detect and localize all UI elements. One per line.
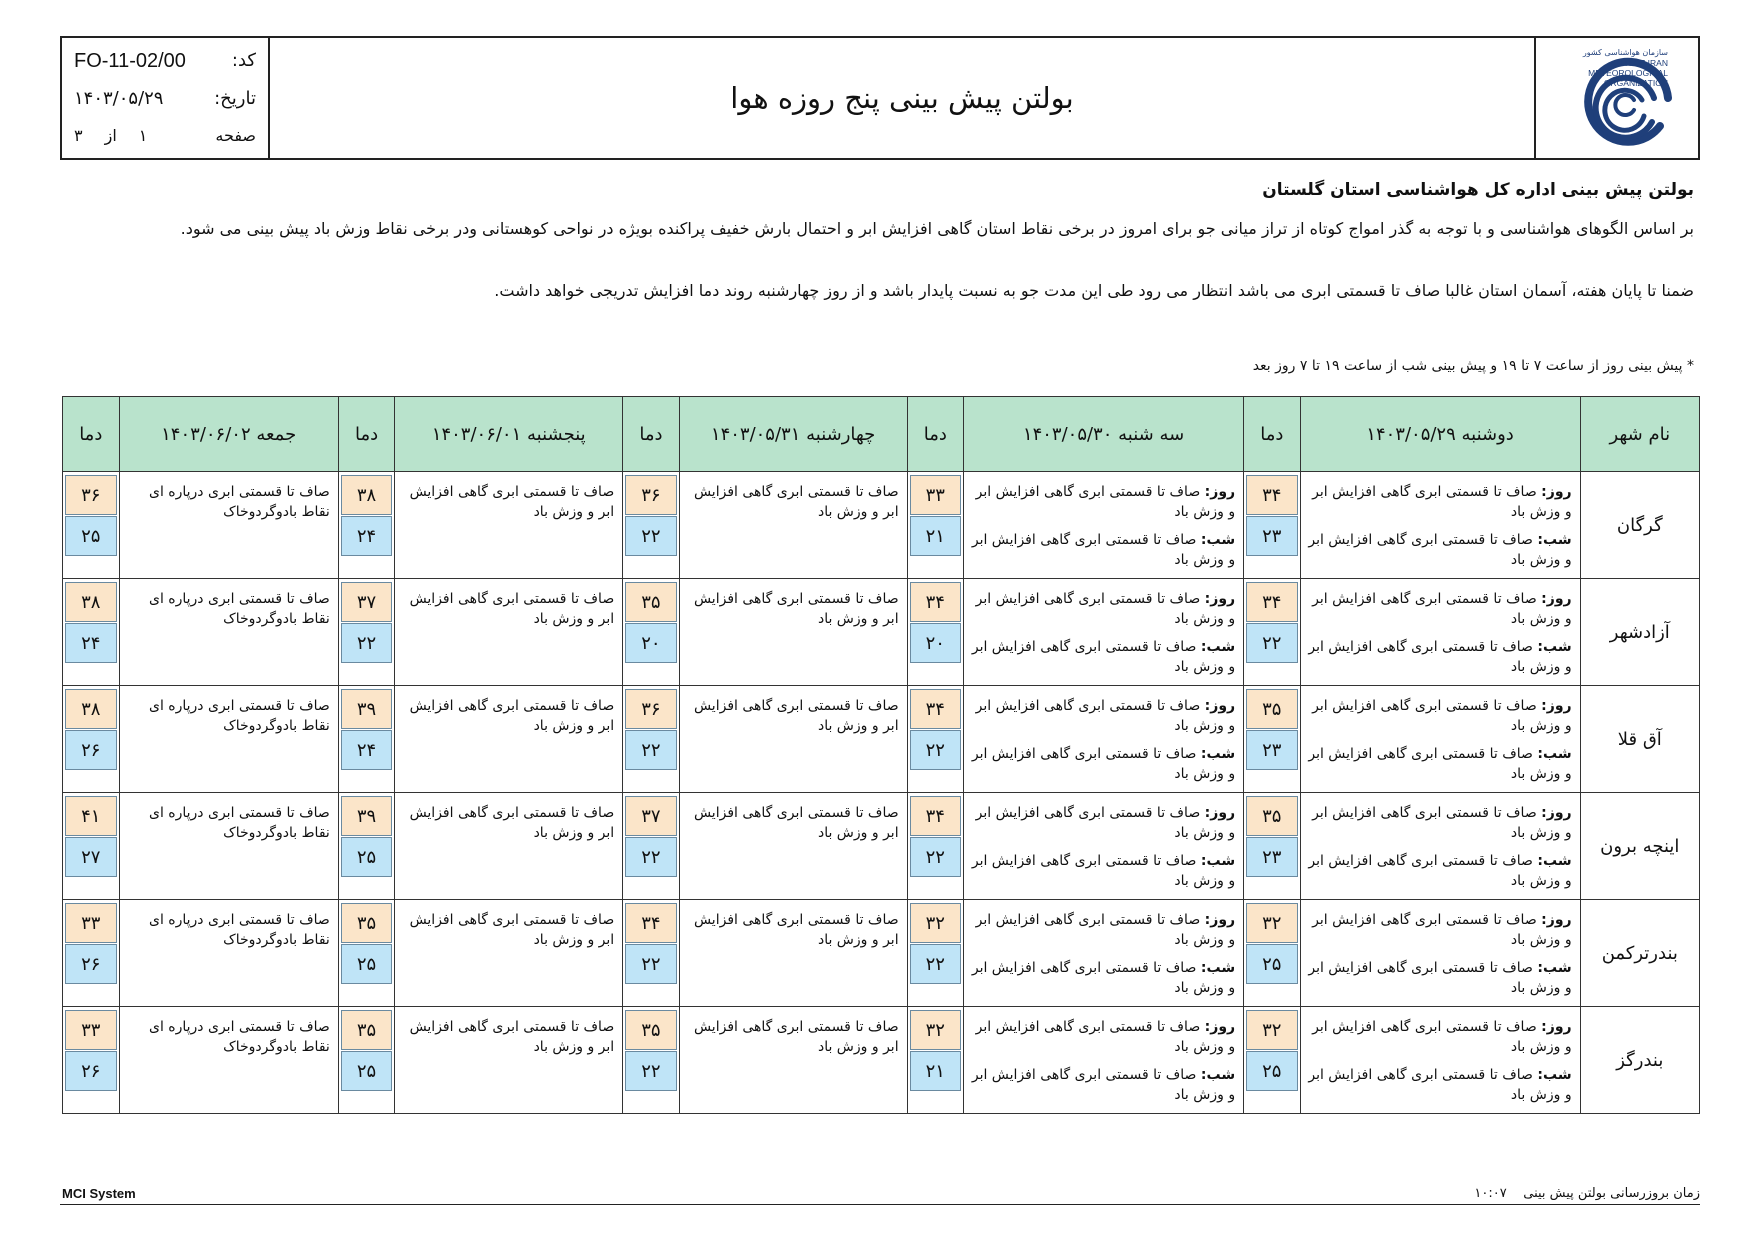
forecast-text: صاف تا قسمتی ابری گاهی افزایش ابر و وزش باد bbox=[409, 698, 615, 734]
temp-cell bbox=[623, 900, 679, 1007]
page-total: ۳ bbox=[74, 126, 83, 145]
temp-cell bbox=[907, 579, 963, 686]
forecast-cell bbox=[1300, 472, 1580, 579]
forecast-text: صاف تا قسمتی ابری درپاره ای نقاط بادوگردوخاک bbox=[148, 805, 330, 841]
night-forecast: صاف تا قسمتی ابری گاهی افزایش ابر و وزش باد bbox=[971, 746, 1236, 782]
day-forecast: صاف تا قسمتی ابری گاهی افزایش ابر و وزش باد bbox=[1312, 484, 1572, 520]
max-temp: ۳۵ bbox=[625, 1010, 676, 1050]
forecast-cell bbox=[679, 793, 907, 900]
logo-text-en3: ORGANIZATION bbox=[1603, 78, 1668, 88]
day-forecast: صاف تا قسمتی ابری گاهی افزایش ابر و وزش باد bbox=[975, 1019, 1236, 1055]
min-temp: ۲۲ bbox=[625, 516, 676, 556]
day-label: روز: bbox=[1204, 1019, 1236, 1035]
max-temp: ۳۴ bbox=[1246, 582, 1297, 622]
temp-cell bbox=[338, 579, 394, 686]
forecast-cell bbox=[964, 900, 1244, 1007]
max-temp: ۳۸ bbox=[65, 689, 117, 729]
logo-text-fa: سازمان هواشناسی کشور bbox=[1582, 48, 1668, 57]
temp-header: دما bbox=[907, 397, 963, 472]
forecast-cell bbox=[119, 472, 338, 579]
forecast-cell bbox=[395, 472, 623, 579]
temp-cell bbox=[907, 472, 963, 579]
city-header: نام شهر bbox=[1580, 397, 1699, 472]
intro-paragraph-2: ضمنا تا پایان هفته، آسمان استان غالبا صاف تا قسمتی ابری می باشد انتظار می رود طی این مدت جو به نسبت پایدار باشد و از روز چهارشنبه روند دما افزایش تدریجی خواهد داشت. bbox=[494, 281, 1694, 300]
page-number: ۱ bbox=[138, 126, 148, 145]
code-label: کد: bbox=[231, 50, 256, 71]
temp-cell bbox=[623, 472, 679, 579]
update-label: زمان بروزرسانی بولتن پیش بینی bbox=[1523, 1186, 1700, 1201]
day-header-1: دوشنبه ۱۴۰۳/۰۵/۲۹ bbox=[1300, 397, 1580, 472]
day-forecast: صاف تا قسمتی ابری گاهی افزایش ابر و وزش باد bbox=[975, 484, 1236, 520]
table-row bbox=[63, 1007, 1700, 1114]
temp-cell bbox=[63, 472, 120, 579]
table-row bbox=[63, 579, 1700, 686]
max-temp: ۳۳ bbox=[65, 903, 117, 943]
night-label: شب: bbox=[1537, 1067, 1572, 1083]
max-temp: ۳۷ bbox=[341, 582, 392, 622]
forecast-cell bbox=[119, 579, 338, 686]
day-label: روز: bbox=[1541, 912, 1572, 928]
forecast-text: صاف تا قسمتی ابری گاهی افزایش ابر و وزش باد bbox=[409, 484, 615, 520]
day-label: روز: bbox=[1541, 484, 1572, 500]
city-name: اینچه برون bbox=[1580, 793, 1699, 900]
forecast-text: صاف تا قسمتی ابری درپاره ای نقاط بادوگردوخاک bbox=[148, 484, 330, 520]
forecast-text: صاف تا قسمتی ابری گاهی افزایش ابر و وزش باد bbox=[693, 1019, 899, 1055]
forecast-cell bbox=[679, 579, 907, 686]
min-temp: ۲۰ bbox=[625, 623, 676, 663]
temp-cell bbox=[623, 686, 679, 793]
temp-cell bbox=[338, 900, 394, 1007]
temp-cell bbox=[63, 579, 120, 686]
night-label: شب: bbox=[1537, 746, 1572, 762]
document-info bbox=[62, 38, 270, 158]
day-forecast: صاف تا قسمتی ابری گاهی افزایش ابر و وزش باد bbox=[975, 805, 1236, 841]
forecast-cell bbox=[964, 579, 1244, 686]
day-forecast: صاف تا قسمتی ابری گاهی افزایش ابر و وزش باد bbox=[1312, 591, 1572, 627]
temp-cell bbox=[1244, 686, 1300, 793]
footer bbox=[60, 1184, 1700, 1205]
min-temp: ۲۱ bbox=[910, 1051, 961, 1091]
temp-cell bbox=[623, 793, 679, 900]
temp-cell bbox=[338, 686, 394, 793]
forecast-cell bbox=[964, 793, 1244, 900]
max-temp: ۳۸ bbox=[65, 582, 117, 622]
forecast-text: صاف تا قسمتی ابری گاهی افزایش ابر و وزش باد bbox=[693, 484, 899, 520]
forecast-text: صاف تا قسمتی ابری درپاره ای نقاط بادوگردوخاک bbox=[148, 591, 330, 627]
night-forecast: صاف تا قسمتی ابری گاهی افزایش ابر و وزش باد bbox=[1308, 639, 1572, 675]
forecast-cell bbox=[119, 686, 338, 793]
day-label: روز: bbox=[1204, 698, 1236, 714]
night-label: شب: bbox=[1200, 746, 1236, 762]
max-temp: ۴۱ bbox=[65, 796, 117, 836]
system-name: MCI System bbox=[62, 1186, 136, 1201]
table-row bbox=[63, 472, 1700, 579]
night-label: شب: bbox=[1200, 853, 1236, 869]
forecast-text: صاف تا قسمتی ابری گاهی افزایش ابر و وزش باد bbox=[409, 912, 615, 948]
temp-cell bbox=[338, 1007, 394, 1114]
forecast-cell bbox=[119, 1007, 338, 1114]
temp-cell bbox=[623, 579, 679, 686]
min-temp: ۲۲ bbox=[625, 1051, 676, 1091]
bulletin-title: بولتن پیش بینی پنج روزه هوا bbox=[730, 81, 1074, 115]
day-label: روز: bbox=[1204, 484, 1236, 500]
max-temp: ۳۵ bbox=[1246, 796, 1297, 836]
forecast-time-note: * پیش بینی روز از ساعت ۷ تا ۱۹ و پیش بینی شب از ساعت ۱۹ تا ۷ روز بعد bbox=[1252, 358, 1694, 374]
temp-header: دما bbox=[1244, 397, 1300, 472]
min-temp: ۲۶ bbox=[65, 1051, 117, 1091]
temp-header: دما bbox=[338, 397, 394, 472]
temp-cell bbox=[623, 1007, 679, 1114]
night-forecast: صاف تا قسمتی ابری گاهی افزایش ابر و وزش باد bbox=[1308, 532, 1572, 568]
day-forecast: صاف تا قسمتی ابری گاهی افزایش ابر و وزش باد bbox=[1312, 1019, 1572, 1055]
temp-header: دما bbox=[63, 397, 120, 472]
day-label: روز: bbox=[1541, 1019, 1572, 1035]
logo-text-en2: METEOROLOGICAL bbox=[1588, 68, 1668, 78]
max-temp: ۳۵ bbox=[341, 1010, 392, 1050]
forecast-text: صاف تا قسمتی ابری گاهی افزایش ابر و وزش باد bbox=[693, 912, 899, 948]
forecast-text: صاف تا قسمتی ابری درپاره ای نقاط بادوگردوخاک bbox=[148, 912, 330, 948]
min-temp: ۲۵ bbox=[341, 837, 392, 877]
night-label: شب: bbox=[1537, 639, 1572, 655]
night-label: شب: bbox=[1537, 960, 1572, 976]
forecast-cell bbox=[395, 1007, 623, 1114]
night-label: شب: bbox=[1200, 532, 1236, 548]
night-label: شب: bbox=[1200, 960, 1236, 976]
forecast-cell bbox=[395, 686, 623, 793]
forecast-cell bbox=[1300, 579, 1580, 686]
table-row bbox=[63, 900, 1700, 1007]
forecast-cell bbox=[964, 686, 1244, 793]
night-label: شب: bbox=[1200, 639, 1236, 655]
max-temp: ۳۷ bbox=[625, 796, 676, 836]
max-temp: ۳۲ bbox=[1246, 903, 1297, 943]
max-temp: ۳۶ bbox=[65, 475, 117, 515]
table-header-row bbox=[63, 397, 1700, 472]
forecast-cell bbox=[119, 793, 338, 900]
max-temp: ۳۴ bbox=[910, 689, 961, 729]
min-temp: ۲۰ bbox=[910, 623, 961, 663]
night-label: شب: bbox=[1200, 1067, 1236, 1083]
temp-header: دما bbox=[623, 397, 679, 472]
min-temp: ۲۵ bbox=[341, 944, 392, 984]
max-temp: ۳۵ bbox=[1246, 689, 1297, 729]
max-temp: ۳۲ bbox=[910, 903, 961, 943]
table-row bbox=[63, 686, 1700, 793]
update-time-value: ۱۰:۰۷ bbox=[1474, 1186, 1507, 1201]
intro-paragraph-1: بر اساس الگوهای هواشناسی و با توجه به گذر امواج کوتاه از تراز میانی جو برای امروز در برخی نقاط استان گاهی افزایش ابر و احتمال بارش خفیف پراکنده بویژه در نواحی کوهستانی ودر برخی نقاط وزش باد پیش بینی می شود. bbox=[180, 219, 1694, 238]
night-forecast: صاف تا قسمتی ابری گاهی افزایش ابر و وزش باد bbox=[1308, 853, 1572, 889]
temp-cell bbox=[907, 900, 963, 1007]
max-temp: ۳۴ bbox=[625, 903, 676, 943]
forecast-cell bbox=[395, 793, 623, 900]
temp-cell bbox=[63, 1007, 120, 1114]
max-temp: ۳۳ bbox=[65, 1010, 117, 1050]
temp-cell bbox=[63, 686, 120, 793]
min-temp: ۲۷ bbox=[65, 837, 117, 877]
night-label: شب: bbox=[1537, 532, 1572, 548]
forecast-table bbox=[62, 396, 1700, 1114]
forecast-cell bbox=[1300, 900, 1580, 1007]
page-label: صفحه bbox=[215, 126, 256, 145]
day-forecast: صاف تا قسمتی ابری گاهی افزایش ابر و وزش باد bbox=[1312, 698, 1572, 734]
date-value: ۱۴۰۳/۰۵/۲۹ bbox=[74, 88, 164, 109]
min-temp: ۲۵ bbox=[341, 1051, 392, 1091]
update-time bbox=[1474, 1186, 1700, 1201]
min-temp: ۲۱ bbox=[910, 516, 961, 556]
max-temp: ۳۴ bbox=[1246, 475, 1297, 515]
date-label: تاریخ: bbox=[214, 88, 256, 109]
city-name: آزادشهر bbox=[1580, 579, 1699, 686]
forecast-cell bbox=[679, 1007, 907, 1114]
min-temp: ۲۲ bbox=[910, 944, 961, 984]
forecast-text: صاف تا قسمتی ابری گاهی افزایش ابر و وزش باد bbox=[409, 591, 615, 627]
forecast-text: صاف تا قسمتی ابری گاهی افزایش ابر و وزش باد bbox=[409, 805, 615, 841]
min-temp: ۲۳ bbox=[1246, 837, 1297, 877]
night-forecast: صاف تا قسمتی ابری گاهی افزایش ابر و وزش باد bbox=[971, 960, 1236, 996]
forecast-cell bbox=[679, 472, 907, 579]
page-of: از bbox=[104, 126, 117, 145]
forecast-cell bbox=[1300, 686, 1580, 793]
min-temp: ۲۵ bbox=[1246, 944, 1297, 984]
temp-cell bbox=[1244, 472, 1300, 579]
min-temp: ۲۲ bbox=[625, 730, 676, 770]
logo bbox=[1534, 38, 1698, 158]
min-temp: ۲۲ bbox=[910, 730, 961, 770]
min-temp: ۲۲ bbox=[625, 944, 676, 984]
temp-cell bbox=[907, 686, 963, 793]
temp-cell bbox=[1244, 579, 1300, 686]
temp-cell bbox=[63, 900, 120, 1007]
max-temp: ۳۵ bbox=[341, 903, 392, 943]
logo-text bbox=[1583, 48, 1668, 88]
code-value: FO-11-02/00 bbox=[74, 50, 186, 72]
min-temp: ۲۲ bbox=[625, 837, 676, 877]
max-temp: ۳۴ bbox=[910, 582, 961, 622]
forecast-text: صاف تا قسمتی ابری گاهی افزایش ابر و وزش باد bbox=[693, 805, 899, 841]
min-temp: ۲۵ bbox=[1246, 1051, 1297, 1091]
forecast-cell bbox=[679, 686, 907, 793]
min-temp: ۲۴ bbox=[341, 516, 392, 556]
day-label: روز: bbox=[1204, 912, 1236, 928]
forecast-text: صاف تا قسمتی ابری گاهی افزایش ابر و وزش باد bbox=[693, 591, 899, 627]
city-name: آق قلا bbox=[1580, 686, 1699, 793]
temp-cell bbox=[338, 472, 394, 579]
min-temp: ۲۳ bbox=[1246, 730, 1297, 770]
forecast-text: صاف تا قسمتی ابری درپاره ای نقاط بادوگردوخاک bbox=[148, 1019, 330, 1055]
forecast-cell bbox=[119, 900, 338, 1007]
night-forecast: صاف تا قسمتی ابری گاهی افزایش ابر و وزش باد bbox=[971, 639, 1236, 675]
temp-cell bbox=[907, 1007, 963, 1114]
bulletin-header bbox=[60, 36, 1700, 160]
night-forecast: صاف تا قسمتی ابری گاهی افزایش ابر و وزش باد bbox=[971, 1067, 1236, 1103]
day-forecast: صاف تا قسمتی ابری گاهی افزایش ابر و وزش باد bbox=[975, 698, 1236, 734]
min-temp: ۲۲ bbox=[1246, 623, 1297, 663]
night-forecast: صاف تا قسمتی ابری گاهی افزایش ابر و وزش باد bbox=[1308, 1067, 1572, 1103]
intro-title: بولتن پیش بینی اداره کل هواشناسی استان گلستان bbox=[1262, 180, 1694, 200]
forecast-cell bbox=[964, 1007, 1244, 1114]
min-temp: ۲۲ bbox=[910, 837, 961, 877]
max-temp: ۳۸ bbox=[341, 475, 392, 515]
min-temp: ۲۳ bbox=[1246, 516, 1297, 556]
max-temp: ۳۹ bbox=[341, 796, 392, 836]
max-temp: ۳۵ bbox=[625, 582, 676, 622]
forecast-cell bbox=[964, 472, 1244, 579]
min-temp: ۲۵ bbox=[65, 516, 117, 556]
forecast-text: صاف تا قسمتی ابری درپاره ای نقاط بادوگردوخاک bbox=[148, 698, 330, 734]
logo-text-en1: I.R.OF IRAN bbox=[1620, 58, 1668, 68]
night-label: شب: bbox=[1537, 853, 1572, 869]
min-temp: ۲۶ bbox=[65, 944, 117, 984]
min-temp: ۲۲ bbox=[341, 623, 392, 663]
temp-cell bbox=[63, 793, 120, 900]
day-header-4: پنجشنبه ۱۴۰۳/۰۶/۰۱ bbox=[395, 397, 623, 472]
night-forecast: صاف تا قسمتی ابری گاهی افزایش ابر و وزش باد bbox=[1308, 746, 1572, 782]
day-forecast: صاف تا قسمتی ابری گاهی افزایش ابر و وزش باد bbox=[975, 591, 1236, 627]
max-temp: ۳۲ bbox=[1246, 1010, 1297, 1050]
temp-cell bbox=[338, 793, 394, 900]
forecast-text: صاف تا قسمتی ابری گاهی افزایش ابر و وزش باد bbox=[409, 1019, 615, 1055]
day-label: روز: bbox=[1541, 591, 1572, 607]
max-temp: ۳۲ bbox=[910, 1010, 961, 1050]
day-forecast: صاف تا قسمتی ابری گاهی افزایش ابر و وزش باد bbox=[1312, 805, 1572, 841]
forecast-cell bbox=[395, 579, 623, 686]
min-temp: ۲۶ bbox=[65, 730, 117, 770]
forecast-cell bbox=[1300, 1007, 1580, 1114]
forecast-cell bbox=[1300, 793, 1580, 900]
temp-cell bbox=[1244, 1007, 1300, 1114]
city-name: بندرترکمن bbox=[1580, 900, 1699, 1007]
forecast-cell bbox=[395, 900, 623, 1007]
temp-cell bbox=[1244, 793, 1300, 900]
day-label: روز: bbox=[1204, 591, 1236, 607]
day-label: روز: bbox=[1541, 805, 1572, 821]
day-header-2: سه شنبه ۱۴۰۳/۰۵/۳۰ bbox=[964, 397, 1244, 472]
city-name: بندرگز bbox=[1580, 1007, 1699, 1114]
table-row bbox=[63, 793, 1700, 900]
day-header-5: جمعه ۱۴۰۳/۰۶/۰۲ bbox=[119, 397, 338, 472]
night-forecast: صاف تا قسمتی ابری گاهی افزایش ابر و وزش باد bbox=[971, 532, 1236, 568]
day-forecast: صاف تا قسمتی ابری گاهی افزایش ابر و وزش باد bbox=[975, 912, 1236, 948]
max-temp: ۳۶ bbox=[625, 689, 676, 729]
temp-cell bbox=[907, 793, 963, 900]
max-temp: ۳۶ bbox=[625, 475, 676, 515]
forecast-cell bbox=[679, 900, 907, 1007]
night-forecast: صاف تا قسمتی ابری گاهی افزایش ابر و وزش باد bbox=[971, 853, 1236, 889]
max-temp: ۳۴ bbox=[910, 796, 961, 836]
day-forecast: صاف تا قسمتی ابری گاهی افزایش ابر و وزش باد bbox=[1312, 912, 1572, 948]
temp-cell bbox=[1244, 900, 1300, 1007]
day-header-3: چهارشنبه ۱۴۰۳/۰۵/۳۱ bbox=[679, 397, 907, 472]
forecast-text: صاف تا قسمتی ابری گاهی افزایش ابر و وزش باد bbox=[693, 698, 899, 734]
city-name: گرگان bbox=[1580, 472, 1699, 579]
night-forecast: صاف تا قسمتی ابری گاهی افزایش ابر و وزش باد bbox=[1308, 960, 1572, 996]
max-temp: ۳۳ bbox=[910, 475, 961, 515]
day-label: روز: bbox=[1204, 805, 1236, 821]
min-temp: ۲۴ bbox=[65, 623, 117, 663]
day-label: روز: bbox=[1541, 698, 1572, 714]
min-temp: ۲۴ bbox=[341, 730, 392, 770]
max-temp: ۳۹ bbox=[341, 689, 392, 729]
